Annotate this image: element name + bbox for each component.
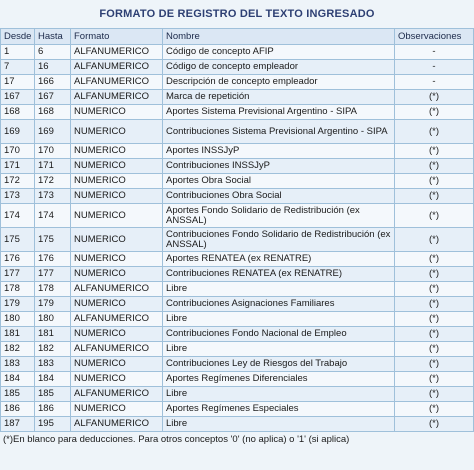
cell-desde: 173 — [1, 189, 35, 204]
format-table — [0, 28, 474, 432]
cell-desde: 181 — [1, 327, 35, 342]
cell-hasta: 168 — [35, 105, 71, 120]
cell-nombre: Contribuciones Fondo Solidario de Redistribución (ex ANSSAL) — [163, 228, 395, 252]
cell-hasta: 176 — [35, 252, 71, 267]
cell-desde: 17 — [1, 75, 35, 90]
cell-nombre: Libre — [163, 417, 395, 432]
cell-observaciones: (*) — [395, 357, 474, 372]
table-row — [1, 144, 474, 159]
cell-formato: ALFANUMERICO — [71, 342, 163, 357]
cell-nombre: Aportes Obra Social — [163, 174, 395, 189]
cell-observaciones: (*) — [395, 417, 474, 432]
cell-nombre: Libre — [163, 342, 395, 357]
cell-observaciones: (*) — [395, 159, 474, 174]
cell-desde: 186 — [1, 402, 35, 417]
cell-hasta: 173 — [35, 189, 71, 204]
cell-formato: NUMERICO — [71, 159, 163, 174]
cell-nombre: Aportes Fondo Solidario de Redistribución (ex ANSSAL) — [163, 204, 395, 228]
cell-formato: NUMERICO — [71, 372, 163, 387]
cell-desde: 1 — [1, 45, 35, 60]
table-body — [1, 45, 474, 432]
cell-hasta: 170 — [35, 144, 71, 159]
cell-observaciones: (*) — [395, 105, 474, 120]
cell-hasta: 195 — [35, 417, 71, 432]
table-row — [1, 60, 474, 75]
cell-nombre: Aportes RENATEA (ex RENATRE) — [163, 252, 395, 267]
cell-observaciones: (*) — [395, 282, 474, 297]
table-row — [1, 267, 474, 282]
cell-hasta: 166 — [35, 75, 71, 90]
header-desde: Desde — [1, 29, 35, 45]
cell-formato: NUMERICO — [71, 204, 163, 228]
cell-hasta: 179 — [35, 297, 71, 312]
cell-nombre: Contribuciones Sistema Previsional Argentino - SIPA — [163, 120, 395, 144]
header-hasta: Hasta — [35, 29, 71, 45]
cell-nombre: Libre — [163, 387, 395, 402]
cell-observaciones: - — [395, 60, 474, 75]
cell-formato: NUMERICO — [71, 297, 163, 312]
cell-observaciones: (*) — [395, 402, 474, 417]
table-row — [1, 342, 474, 357]
cell-hasta: 171 — [35, 159, 71, 174]
header-observaciones: Observaciones — [395, 29, 474, 45]
cell-observaciones: (*) — [395, 252, 474, 267]
table-row — [1, 282, 474, 297]
table-row — [1, 189, 474, 204]
table-row — [1, 327, 474, 342]
cell-desde: 167 — [1, 90, 35, 105]
cell-nombre: Descripción de concepto empleador — [163, 75, 395, 90]
table-row — [1, 357, 474, 372]
cell-formato: NUMERICO — [71, 357, 163, 372]
table-row — [1, 312, 474, 327]
cell-nombre: Marca de repetición — [163, 90, 395, 105]
cell-nombre: Contribuciones RENATEA (ex RENATRE) — [163, 267, 395, 282]
table-row — [1, 159, 474, 174]
cell-formato: NUMERICO — [71, 144, 163, 159]
cell-hasta: 183 — [35, 357, 71, 372]
header-nombre: Nombre — [163, 29, 395, 45]
cell-observaciones: (*) — [395, 120, 474, 144]
cell-formato: ALFANUMERICO — [71, 90, 163, 105]
cell-desde: 185 — [1, 387, 35, 402]
cell-desde: 172 — [1, 174, 35, 189]
cell-nombre: Código de concepto AFIP — [163, 45, 395, 60]
cell-formato: ALFANUMERICO — [71, 282, 163, 297]
cell-observaciones: (*) — [395, 387, 474, 402]
cell-desde: 178 — [1, 282, 35, 297]
cell-hasta: 177 — [35, 267, 71, 282]
cell-nombre: Libre — [163, 312, 395, 327]
cell-observaciones: (*) — [395, 189, 474, 204]
table-row — [1, 228, 474, 252]
cell-desde: 180 — [1, 312, 35, 327]
cell-observaciones: (*) — [395, 90, 474, 105]
cell-formato: ALFANUMERICO — [71, 45, 163, 60]
cell-formato: ALFANUMERICO — [71, 417, 163, 432]
cell-formato: NUMERICO — [71, 174, 163, 189]
cell-desde: 7 — [1, 60, 35, 75]
cell-desde: 170 — [1, 144, 35, 159]
cell-hasta: 172 — [35, 174, 71, 189]
cell-observaciones: (*) — [395, 342, 474, 357]
table-row — [1, 372, 474, 387]
cell-formato: NUMERICO — [71, 252, 163, 267]
table-row — [1, 75, 474, 90]
cell-formato: NUMERICO — [71, 120, 163, 144]
cell-hasta: 184 — [35, 372, 71, 387]
cell-hasta: 167 — [35, 90, 71, 105]
cell-nombre: Aportes INSSJyP — [163, 144, 395, 159]
cell-nombre: Aportes Regímenes Especiales — [163, 402, 395, 417]
table-row — [1, 45, 474, 60]
table-row — [1, 105, 474, 120]
table-row — [1, 120, 474, 144]
cell-hasta: 185 — [35, 387, 71, 402]
cell-observaciones: (*) — [395, 228, 474, 252]
cell-formato: NUMERICO — [71, 327, 163, 342]
cell-formato: NUMERICO — [71, 402, 163, 417]
cell-nombre: Contribuciones INSSJyP — [163, 159, 395, 174]
table-header — [1, 29, 474, 45]
cell-formato: NUMERICO — [71, 228, 163, 252]
cell-observaciones: - — [395, 75, 474, 90]
cell-observaciones: (*) — [395, 297, 474, 312]
cell-nombre: Código de concepto empleador — [163, 60, 395, 75]
cell-formato: ALFANUMERICO — [71, 60, 163, 75]
cell-nombre: Contribuciones Obra Social — [163, 189, 395, 204]
table-row — [1, 204, 474, 228]
cell-hasta: 174 — [35, 204, 71, 228]
cell-desde: 177 — [1, 267, 35, 282]
cell-hasta: 180 — [35, 312, 71, 327]
cell-observaciones: (*) — [395, 372, 474, 387]
cell-desde: 169 — [1, 120, 35, 144]
cell-formato: NUMERICO — [71, 267, 163, 282]
cell-nombre: Contribuciones Fondo Nacional de Empleo — [163, 327, 395, 342]
cell-hasta: 178 — [35, 282, 71, 297]
cell-observaciones: (*) — [395, 204, 474, 228]
table-row — [1, 252, 474, 267]
cell-desde: 175 — [1, 228, 35, 252]
cell-desde: 176 — [1, 252, 35, 267]
cell-desde: 174 — [1, 204, 35, 228]
cell-nombre: Contribuciones Asignaciones Familiares — [163, 297, 395, 312]
header-formato: Formato — [71, 29, 163, 45]
cell-nombre: Aportes Regímenes Diferenciales — [163, 372, 395, 387]
cell-observaciones: (*) — [395, 312, 474, 327]
cell-formato: NUMERICO — [71, 189, 163, 204]
cell-desde: 179 — [1, 297, 35, 312]
cell-desde: 168 — [1, 105, 35, 120]
cell-desde: 171 — [1, 159, 35, 174]
cell-nombre: Libre — [163, 282, 395, 297]
cell-hasta: 169 — [35, 120, 71, 144]
cell-formato: NUMERICO — [71, 105, 163, 120]
cell-formato: ALFANUMERICO — [71, 312, 163, 327]
cell-desde: 184 — [1, 372, 35, 387]
cell-hasta: 16 — [35, 60, 71, 75]
cell-hasta: 182 — [35, 342, 71, 357]
cell-hasta: 181 — [35, 327, 71, 342]
table-row — [1, 387, 474, 402]
cell-formato: ALFANUMERICO — [71, 75, 163, 90]
cell-observaciones: (*) — [395, 327, 474, 342]
cell-desde: 182 — [1, 342, 35, 357]
cell-nombre: Contribuciones Ley de Riesgos del Trabajo — [163, 357, 395, 372]
table-row — [1, 417, 474, 432]
cell-nombre: Aportes Sistema Previsional Argentino - SIPA — [163, 105, 395, 120]
cell-desde: 187 — [1, 417, 35, 432]
cell-desde: 183 — [1, 357, 35, 372]
table-row — [1, 402, 474, 417]
cell-observaciones: - — [395, 45, 474, 60]
page-title: FORMATO DE REGISTRO DEL TEXTO INGRESADO — [99, 8, 375, 20]
cell-hasta: 186 — [35, 402, 71, 417]
table-row — [1, 90, 474, 105]
footnote: (*)En blanco para deducciones. Para otros conceptos '0' (no aplica) o '1' (si aplica) — [3, 434, 350, 445]
cell-observaciones: (*) — [395, 174, 474, 189]
table-row — [1, 297, 474, 312]
cell-observaciones: (*) — [395, 144, 474, 159]
cell-formato: ALFANUMERICO — [71, 387, 163, 402]
cell-observaciones: (*) — [395, 267, 474, 282]
cell-hasta: 175 — [35, 228, 71, 252]
cell-hasta: 6 — [35, 45, 71, 60]
table-row — [1, 174, 474, 189]
